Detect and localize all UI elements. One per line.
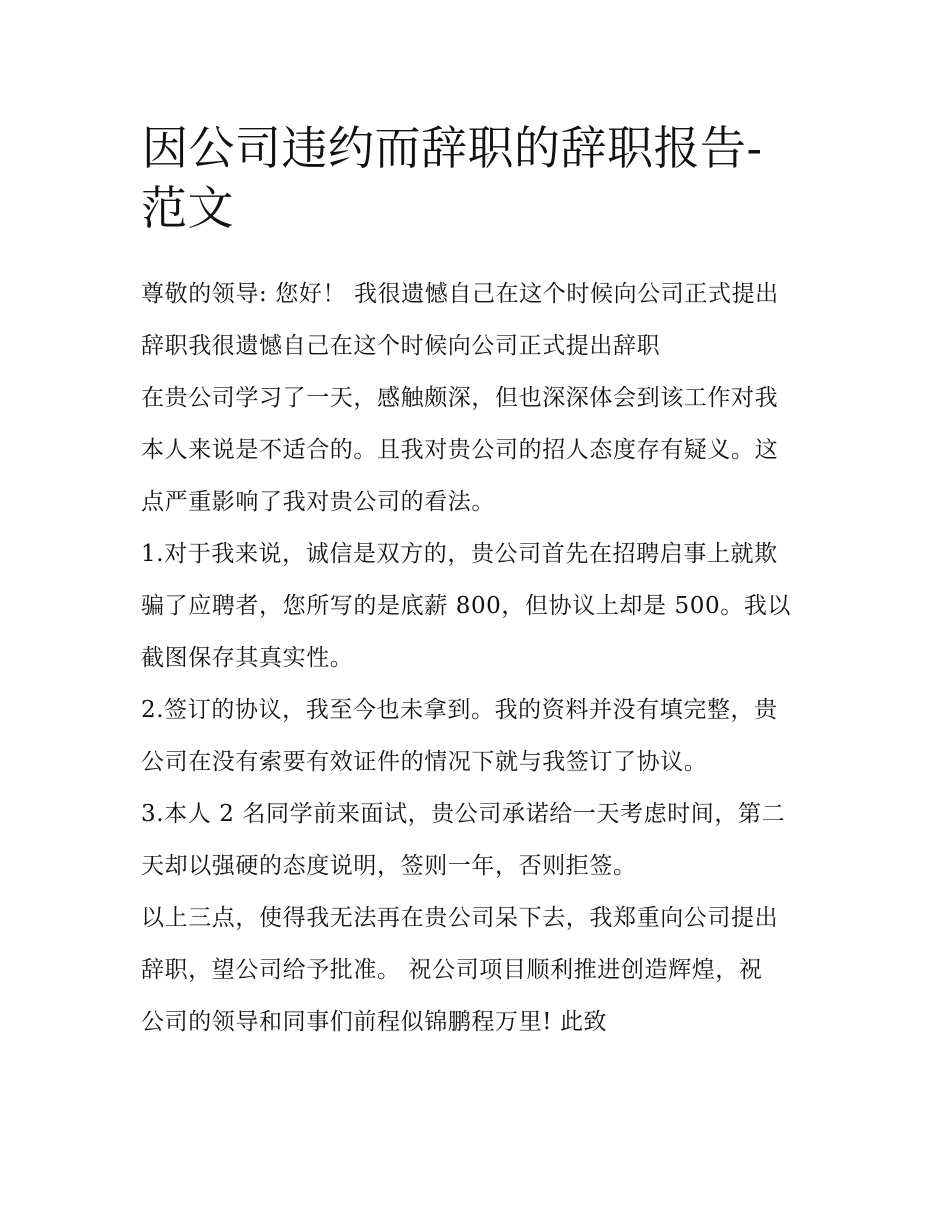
document-body [141,268,816,1048]
document-content [141,118,816,1048]
body-line: 骗了应聘者，您所写的是底薪 800，但协议上却是 500。我以 [141,593,792,619]
title-line-2: 范文 [141,181,234,235]
body-line: 截图保存其真实性。 [141,645,354,671]
title-line-1: 因公司违约而辞职的辞职报告- [142,121,763,175]
body-line: 本人来说是不适合的。且我对贵公司的招人态度存有疑义。这 [141,437,779,463]
body-line: 公司的领导和同事们前程似锦鹏程万里! 此致 [141,1009,608,1035]
body-line: 辞职我很遗憾自己在这个时候向公司正式提出辞职 [141,333,661,359]
body-line: 辞职，望公司给予批准。 祝公司项目顺利推进创造辉煌，祝 [141,957,763,983]
body-line: 2.签订的协议，我至今也未拿到。我的资料并没有填完整，贵 [141,697,778,723]
body-line: 点严重影响了我对贵公司的看法。 [141,489,495,515]
body-line: 尊敬的领导: 您好！ 我很遗憾自己在这个时候向公司正式提出 [141,281,779,307]
body-line: 天却以强硬的态度说明，签则一年，否则拒签。 [141,853,637,879]
body-line: 在贵公司学习了一天，感触颇深，但也深深体会到该工作对我 [141,385,779,411]
body-line: 3.本人 2 名同学前来面试，贵公司承诺给一天考虑时间，第二 [141,801,786,827]
body-line: 公司在没有索要有效证件的情况下就与我签订了协议。 [141,749,708,775]
document-title [141,118,816,238]
body-line: 以上三点，使得我无法再在贵公司呆下去，我郑重向公司提出 [141,905,779,931]
body-line: 1.对于我来说，诚信是双方的，贵公司首先在招聘启事上就欺 [141,541,778,567]
